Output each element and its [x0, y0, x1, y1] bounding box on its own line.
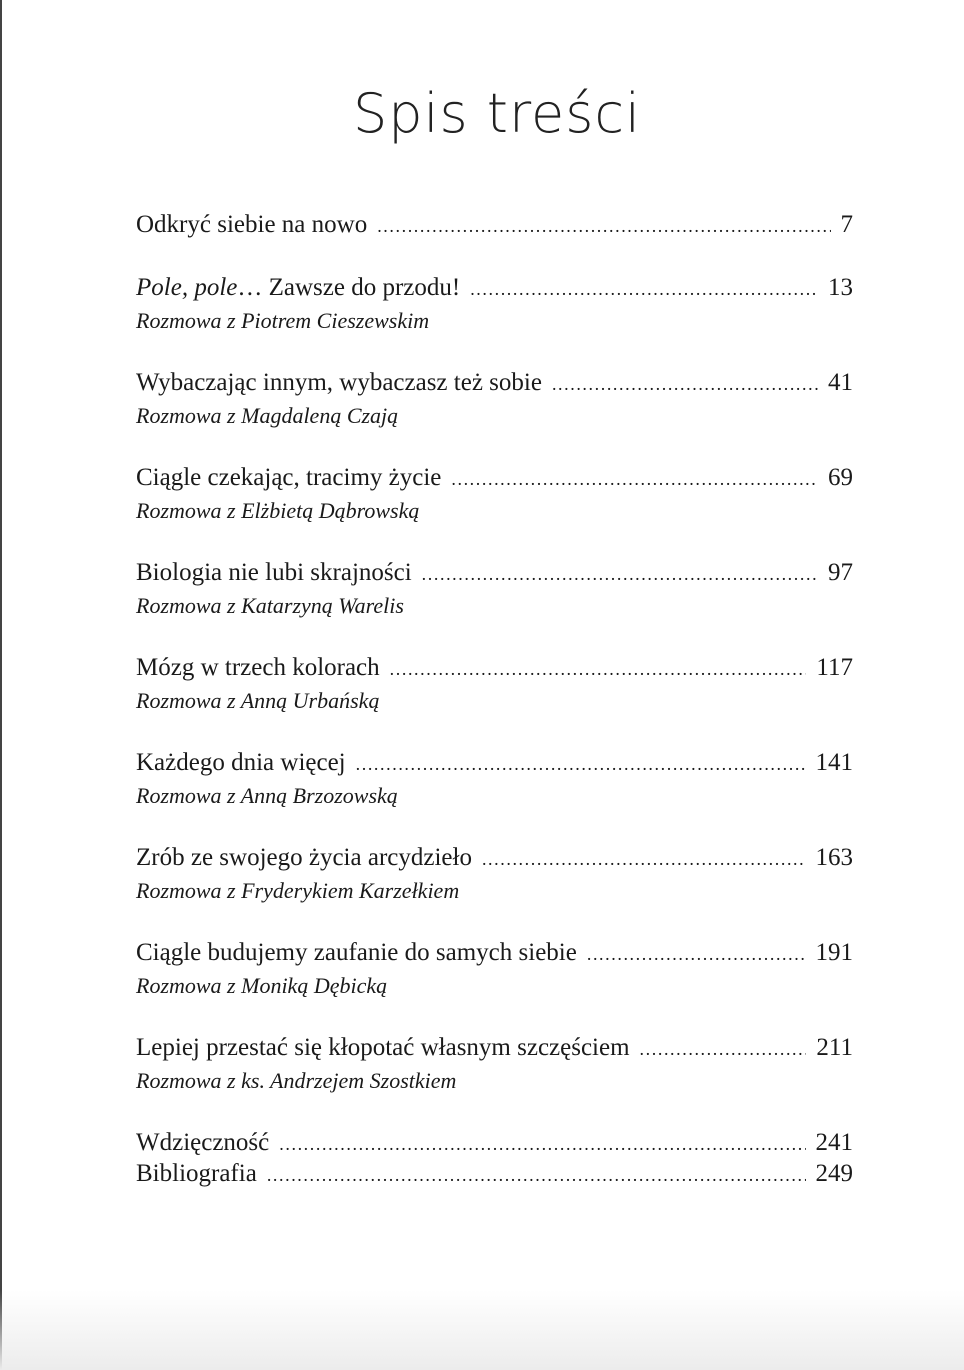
dot-leader	[390, 654, 807, 684]
toc-page-number: 97	[828, 559, 853, 586]
toc-entry-subtitle: Rozmowa z Anną Urbańską	[136, 688, 380, 713]
toc-line	[136, 558, 853, 589]
toc-entry[interactable]	[136, 463, 853, 526]
toc-entry-subtitle: Rozmowa z Magdaleną Czają	[136, 403, 399, 428]
toc-entry-subtitle: Rozmowa z Fryderykiem Karzełkiem	[136, 878, 460, 903]
dot-leader	[356, 749, 806, 779]
dot-leader	[470, 274, 818, 304]
toc-entry-title	[136, 273, 460, 303]
toc-entry[interactable]	[136, 273, 853, 336]
toc-line	[136, 463, 853, 494]
dot-leader	[279, 1129, 805, 1159]
toc-page-number: 7	[840, 211, 853, 238]
toc-entry[interactable]	[136, 210, 853, 241]
toc-page-number: 163	[815, 844, 853, 871]
toc-line	[136, 1128, 853, 1159]
dot-leader	[552, 369, 818, 399]
toc-page-number: 69	[828, 464, 853, 491]
dot-leader	[482, 844, 806, 874]
toc-page-number: 211	[816, 1034, 853, 1061]
toc-page-number: 141	[815, 749, 853, 776]
toc-entry-title: Zrób ze swojego życia arcydzieło	[136, 844, 472, 871]
toc-entry-subtitle: Rozmowa z Katarzyną Warelis	[136, 593, 404, 618]
toc-entry-title: Biologia nie lubi skrajności	[136, 559, 412, 586]
toc-entry-title: Każdego dnia więcej	[136, 749, 346, 776]
toc-entry-title-rest: … Zawsze do przodu!	[237, 274, 461, 301]
toc-entry-subtitle: Rozmowa z Elżbietą Dąbrowską	[136, 498, 420, 523]
toc-entry-title: Ciągle czekając, tracimy życie	[136, 464, 442, 491]
dot-leader	[587, 939, 806, 969]
page-title: Spis treści	[352, 82, 642, 145]
dot-leader	[451, 464, 818, 494]
toc-entry[interactable]	[136, 558, 853, 621]
toc-line	[136, 273, 853, 304]
toc-entry[interactable]	[136, 653, 853, 716]
toc-entry-title: Mózg w trzech kolorach	[136, 654, 380, 681]
toc-entry-title: Wdzięczność	[136, 1129, 270, 1156]
toc-page-number: 241	[815, 1129, 853, 1156]
toc-page-number: 249	[815, 1160, 853, 1187]
toc-line	[136, 368, 853, 399]
toc-entry-subtitle: Rozmowa z Piotrem Cieszewskim	[136, 308, 430, 333]
toc-page-number: 41	[828, 369, 853, 396]
table-of-contents	[136, 210, 853, 1190]
toc-line	[136, 748, 853, 779]
toc-entry[interactable]	[136, 748, 853, 811]
dot-leader	[640, 1034, 807, 1064]
toc-entry-title: Bibliografia	[136, 1160, 257, 1187]
toc-page-number: 117	[816, 654, 853, 681]
toc-entry-title: Odkryć siebie na nowo	[136, 211, 368, 238]
toc-line	[136, 1159, 853, 1190]
toc-page-number: 191	[815, 939, 853, 966]
dot-leader	[422, 559, 818, 589]
toc-line	[136, 938, 853, 969]
page-left-edge	[0, 0, 2, 1370]
dot-leader	[267, 1160, 806, 1190]
toc-entry-title: Ciągle budujemy zaufanie do samych siebie	[136, 939, 577, 966]
toc-entry-subtitle: Rozmowa z ks. Andrzejem Szostkiem	[136, 1068, 457, 1093]
toc-entry-subtitle: Rozmowa z Moniką Dębicką	[136, 973, 388, 998]
toc-line	[136, 1033, 853, 1064]
toc-entry[interactable]	[136, 1159, 853, 1190]
toc-entry-title: Lepiej przestać się kłopotać własnym szczęściem	[136, 1034, 630, 1061]
toc-entry-title: Wybaczając innym, wybaczasz też sobie	[136, 369, 542, 396]
dot-leader	[377, 211, 830, 241]
toc-page-number: 13	[828, 274, 853, 301]
toc-entry-title-italic: Pole, pole	[136, 274, 238, 301]
toc-entry[interactable]	[136, 1033, 853, 1096]
toc-entry[interactable]	[136, 843, 853, 906]
toc-entry[interactable]	[136, 938, 853, 1001]
toc-line	[136, 653, 853, 684]
toc-entry[interactable]	[136, 1128, 853, 1159]
toc-line	[136, 843, 853, 874]
toc-entry-subtitle: Rozmowa z Anną Brzozowską	[136, 783, 398, 808]
toc-entry[interactable]	[136, 368, 853, 431]
page-bottom-shadow	[0, 1290, 964, 1370]
toc-line	[136, 210, 853, 241]
